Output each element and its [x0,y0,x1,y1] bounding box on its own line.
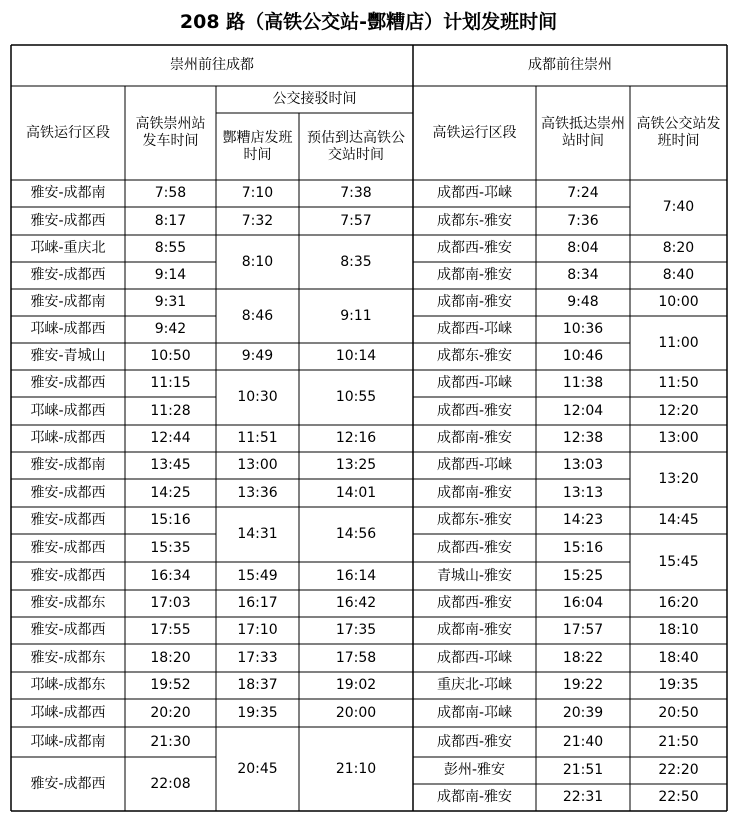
train-section-cell: 邛崃-成都东 [30,677,106,693]
bus-depart-cell: 20:45 [237,760,278,777]
bus-depart-cell: 8:46 [241,307,274,324]
train-section-cell: 雅安-成都西 [30,267,106,283]
bus-arrive-cell: 20:00 [335,704,377,721]
train-section-cell: 雅安-成都东 [30,595,106,611]
train-time-cell: 18:20 [150,649,191,666]
bus-arrive-cell: 19:02 [335,677,377,693]
column-header: 预估到达高铁公交站时间 [307,129,405,163]
column-header: 高铁公交站发班时间 [636,116,721,149]
bus-arrive-cell: 10:55 [335,389,377,405]
train-time-cell: 9:14 [154,267,187,283]
bus-depart-cell: 16:17 [237,595,278,611]
train-time-cell: 21:40 [562,733,604,750]
train-time-cell: 10:46 [562,348,604,364]
bus-depart-cell: 14:31 [237,526,278,542]
train-section-cell: 成都西-邛崃 [436,457,513,473]
train-time-cell: 8:34 [567,267,599,283]
direction-header: 成都前往崇州 [528,57,612,73]
train-section-cell: 邛崃-重庆北 [30,240,106,256]
bus-depart-cell: 18:40 [658,649,699,666]
train-section-cell: 成都西-邛崃 [436,375,513,391]
train-time-cell: 14:25 [150,484,191,501]
bus-arrive-cell: 7:57 [340,212,372,229]
train-section-cell: 邛崃-成都西 [30,430,106,446]
train-section-cell: 雅安-成都西 [30,212,106,229]
train-time-cell: 10:36 [562,321,604,337]
bus-depart-cell: 19:35 [237,704,278,721]
train-time-cell: 16:04 [562,595,604,611]
train-section-cell: 成都西-邛崃 [436,321,513,337]
train-time-cell: 13:45 [150,457,191,473]
train-time-cell: 17:55 [150,622,191,638]
train-time-cell: 7:24 [567,185,599,201]
train-time-cell: 8:55 [154,240,187,256]
train-section-cell: 雅安-成都西 [30,484,106,501]
direction-header: 崇州前往成都 [170,57,254,73]
train-time-cell: 8:17 [154,212,187,229]
train-time-cell: 21:30 [150,733,191,750]
train-time-cell: 19:22 [562,677,604,693]
train-section-cell: 彭州-雅安 [443,762,506,778]
train-time-cell: 8:04 [567,240,599,256]
bus-depart-cell: 14:45 [658,512,699,528]
bus-arrive-cell: 14:01 [335,484,377,501]
page-title: 208 路（高铁公交站-酆糟店）计划发班时间 [179,11,558,33]
train-section-cell: 雅安-成都南 [30,185,106,201]
train-section-cell: 成都南-雅安 [436,294,513,310]
train-section-cell: 雅安-成都南 [30,457,106,473]
train-time-cell: 15:35 [150,539,191,556]
bus-depart-cell: 18:10 [658,622,699,638]
bus-depart-cell: 7:32 [241,212,274,229]
train-time-cell: 12:44 [150,430,191,446]
bus-depart-cell: 17:33 [237,649,278,666]
bus-depart-cell: 18:37 [237,677,278,693]
train-section-cell: 成都西-邛崃 [436,185,513,201]
train-section-cell: 雅安-青城山 [30,348,106,364]
train-section-cell: 成都南-雅安 [436,267,513,283]
train-time-cell: 20:39 [562,704,604,721]
train-section-cell: 成都西-雅安 [436,733,513,750]
train-section-cell: 成都南-邛崃 [436,704,513,721]
train-time-cell: 21:51 [562,762,604,778]
train-section-cell: 成都西-雅安 [436,402,513,419]
train-time-cell: 20:20 [150,704,191,721]
bus-arrive-cell: 14:56 [335,526,377,542]
train-time-cell: 10:50 [150,348,191,364]
train-section-cell: 成都南-雅安 [436,484,513,501]
train-section-cell: 邛崃-成都西 [30,402,106,419]
bus-arrive-cell: 17:58 [335,649,377,666]
train-section-cell: 成都西-邛崃 [436,649,513,666]
bus-depart-cell: 13:20 [658,471,699,487]
train-time-cell: 7:58 [154,185,187,201]
train-section-cell: 雅安-成都西 [30,375,106,391]
train-time-cell: 14:23 [562,512,604,528]
column-header: 高铁崇州站发车时间 [135,116,206,149]
train-section-cell: 成都东-雅安 [436,512,513,528]
train-section-cell: 邛崃-成都南 [30,733,106,750]
train-section-cell: 成都东-雅安 [436,348,513,364]
train-time-cell: 9:31 [154,294,187,310]
bus-depart-cell: 11:51 [237,430,278,446]
bus-arrive-cell: 17:35 [335,622,377,638]
train-section-cell: 成都东-雅安 [436,212,513,229]
bus-depart-cell: 20:50 [658,704,699,721]
bus-arrive-cell: 7:38 [340,185,372,201]
bus-arrive-cell: 12:16 [335,430,377,446]
column-header: 高铁运行区段 [432,124,517,141]
bus-arrive-cell: 21:10 [335,760,377,777]
train-time-cell: 15:25 [562,567,604,584]
column-header: 酆糟店发班时间 [222,129,293,163]
bus-depart-cell: 12:20 [658,402,699,419]
column-header: 高铁抵达崇州站时间 [541,116,625,149]
bus-arrive-cell: 8:35 [340,253,372,270]
train-time-cell: 13:03 [562,457,604,473]
bus-depart-cell: 8:20 [662,240,695,256]
bus-depart-cell: 22:50 [658,789,699,805]
train-section-cell: 重庆北-邛崃 [436,677,513,693]
bus-depart-cell: 7:40 [662,199,695,215]
train-section-cell: 雅安-成都西 [30,622,106,638]
train-time-cell: 11:15 [150,375,191,391]
bus-arrive-cell: 16:14 [335,567,377,584]
train-time-cell: 22:31 [562,789,604,805]
bus-depart-cell: 13:00 [237,457,278,473]
bus-depart-cell: 19:35 [658,677,699,693]
train-time-cell: 11:38 [562,375,604,391]
train-time-cell: 9:48 [567,294,599,310]
bus-depart-cell: 17:10 [237,622,278,638]
bus-depart-cell: 9:49 [241,348,274,364]
train-time-cell: 11:28 [150,402,191,419]
train-section-cell: 青城山-雅安 [436,567,513,584]
train-section-cell: 雅安-成都西 [30,539,106,556]
bus-depart-cell: 16:20 [658,595,699,611]
bus-depart-cell: 13:36 [237,484,278,501]
train-time-cell: 18:22 [562,649,604,666]
train-time-cell: 15:16 [150,512,191,528]
train-section-cell: 邛崃-成都西 [30,704,106,721]
train-time-cell: 7:36 [567,212,599,229]
train-section-cell: 成都西-雅安 [436,240,513,256]
bus-depart-cell: 8:10 [241,253,274,270]
train-section-cell: 成都南-雅安 [436,789,513,805]
train-section-cell: 邛崃-成都西 [30,321,106,337]
bus-arrive-cell: 10:14 [335,348,377,364]
train-time-cell: 9:42 [154,321,187,337]
bus-depart-cell: 21:50 [658,733,699,750]
bus-depart-cell: 11:50 [658,375,699,391]
bus-arrive-cell: 9:11 [340,307,372,324]
bus-arrive-cell: 13:25 [335,457,377,473]
train-time-cell: 15:16 [562,539,604,556]
bus-depart-cell: 13:00 [658,430,699,446]
bus-depart-cell: 8:40 [662,267,695,283]
train-section-cell: 成都西-雅安 [436,595,513,611]
train-time-cell: 22:08 [150,775,191,792]
bus-depart-cell: 11:00 [658,334,699,351]
bus-depart-cell: 7:10 [241,185,274,201]
train-section-cell: 雅安-成都西 [30,775,106,792]
train-section-cell: 雅安-成都西 [30,567,106,584]
column-group-header: 公交接驳时间 [272,91,357,107]
bus-arrive-cell: 16:42 [335,595,377,611]
column-header: 高铁运行区段 [26,124,110,141]
bus-depart-cell: 22:20 [658,762,699,778]
train-time-cell: 13:13 [562,484,604,501]
bus-depart-cell: 10:00 [658,294,699,310]
bus-depart-cell: 15:45 [658,553,699,570]
train-section-cell: 成都南-雅安 [436,622,513,638]
train-time-cell: 12:38 [562,430,604,446]
train-section-cell: 雅安-成都东 [30,649,106,666]
bus-depart-cell: 10:30 [237,389,278,405]
bus-depart-cell: 15:49 [237,567,278,584]
train-time-cell: 17:03 [150,595,191,611]
train-time-cell: 19:52 [150,677,191,693]
train-section-cell: 成都南-雅安 [436,430,513,446]
train-section-cell: 雅安-成都南 [30,294,106,310]
train-time-cell: 12:04 [562,402,604,419]
train-time-cell: 16:34 [150,567,191,584]
train-section-cell: 雅安-成都西 [30,512,106,528]
train-time-cell: 17:57 [562,622,604,638]
train-section-cell: 成都西-雅安 [436,539,513,556]
